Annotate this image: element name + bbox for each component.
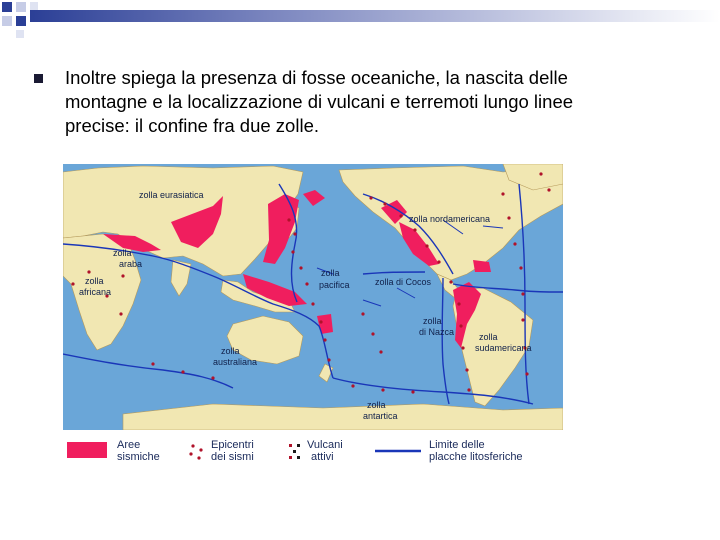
label-africana-2: africana <box>79 287 112 297</box>
label-australiana-1: zolla <box>221 346 240 356</box>
legend-epicentri-2: dei sismi <box>211 451 254 463</box>
label-sudamericana-2: sudamericana <box>475 343 532 353</box>
legend-epicentri-swatch <box>189 444 202 459</box>
legend-limite-1: Limite delle <box>429 439 485 451</box>
bullet-text: Inoltre spiega la presenza di fosse oceaniche, la nascita delle montagne e la localizzazione di vulcani e terremoti lungo linee precise: il confine fra due zolle. <box>65 67 574 136</box>
legend-limite-2: placche litosferiche <box>429 451 523 463</box>
label-cocos: zolla di Cocos <box>375 277 432 287</box>
plate-tectonics-map <box>63 164 563 470</box>
label-eurasiatica: zolla eurasiatica <box>139 190 204 200</box>
label-sudamericana-1: zolla <box>479 332 498 342</box>
label-pacifica-1: zolla <box>321 268 340 278</box>
legend-aree-1: Aree <box>117 439 141 451</box>
label-antartica-2: antartica <box>363 411 398 421</box>
world-map <box>63 164 563 430</box>
label-nazca-2: di Nazca <box>419 327 455 337</box>
label-araba-2: araba <box>119 259 143 269</box>
map-legend <box>63 430 563 470</box>
label-australiana-2: australiana <box>213 357 258 367</box>
label-antartica-1: zolla <box>367 400 386 410</box>
legend-vulcani-1: Vulcani <box>307 439 343 451</box>
label-pacifica-2: pacifica <box>319 280 350 290</box>
label-africana-1: zolla <box>85 276 104 286</box>
label-araba-1: zolla <box>113 248 132 258</box>
label-nazca-1: zolla <box>423 316 442 326</box>
legend-epicentri-1: Epicentri <box>211 439 254 451</box>
bullet-square-icon <box>34 74 43 83</box>
header-decoration <box>0 0 720 48</box>
legend-vulcani-swatch <box>289 444 300 459</box>
label-nordamericana: zolla nordamericana <box>409 214 491 224</box>
legend-vulcani-2: attivi <box>311 451 334 463</box>
legend-aree-2: sismiche <box>117 451 160 463</box>
legend-seismic-swatch <box>67 442 107 458</box>
